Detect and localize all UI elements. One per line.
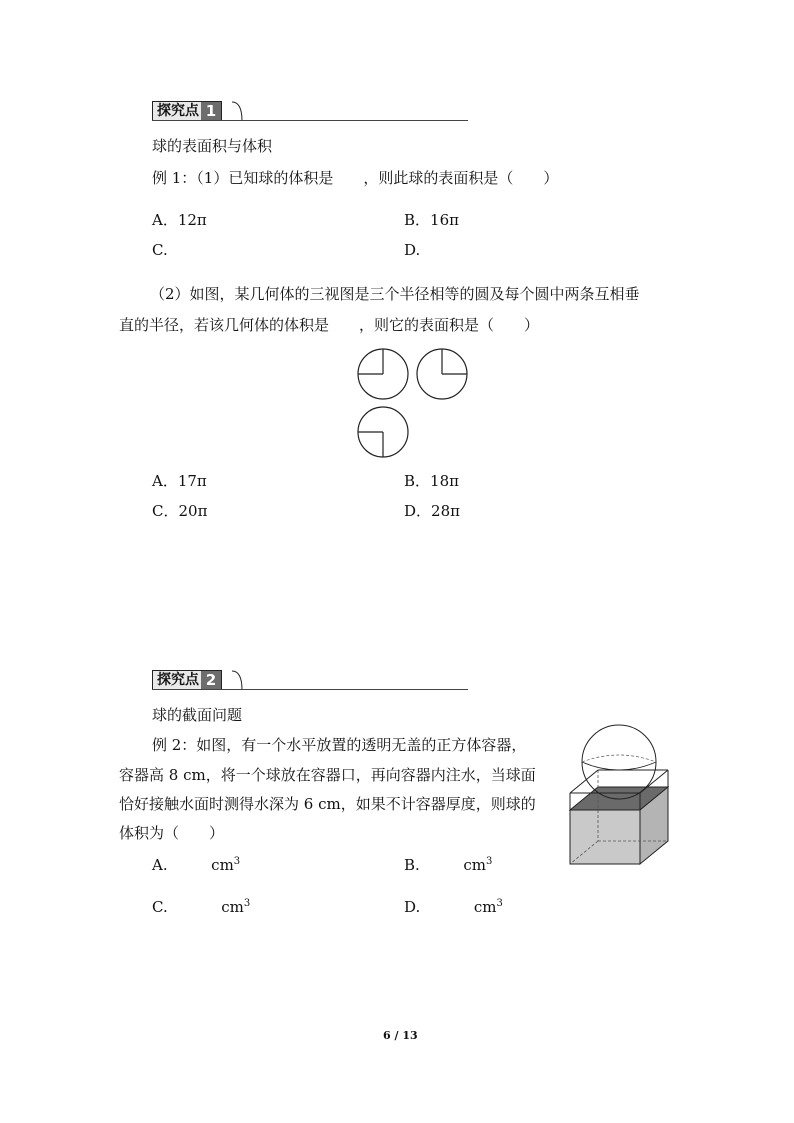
example2-line3: 恰好接触水面时测得水深为 6 cm，如果不计容器厚度，则球的 bbox=[119, 795, 536, 813]
three-view-figure bbox=[356, 346, 470, 460]
section2-badge bbox=[152, 670, 222, 690]
page-number: 6 / 13 bbox=[383, 1029, 418, 1042]
section2-badge-number: 2 bbox=[201, 670, 222, 690]
example2-line4: 体积为（ ） bbox=[119, 824, 225, 842]
section2-badge-label: 探究点 bbox=[152, 670, 201, 690]
example2-option-d bbox=[404, 898, 503, 916]
example2-option-c-letter: C. bbox=[152, 898, 168, 916]
section1-title: 球的表面积与体积 bbox=[152, 137, 273, 155]
example1-part2-option-c: C．20π bbox=[152, 502, 208, 520]
example1-part2-option-b: B．18π bbox=[404, 472, 459, 490]
example2-option-b-unit: cm bbox=[463, 856, 486, 874]
example1-part2-option-a: A．17π bbox=[152, 472, 207, 490]
example2-option-d-exponent: 3 bbox=[496, 898, 503, 909]
example2-option-d-letter: D. bbox=[404, 898, 421, 916]
example2-option-c-unit: cm bbox=[221, 898, 244, 916]
section1-badge bbox=[152, 101, 222, 121]
example2-option-b-exponent: 3 bbox=[485, 856, 493, 867]
example1-option-d: D. bbox=[404, 241, 421, 259]
example1-stem: 例 1：（1）已知球的体积是 ，则此球的表面积是（ ） bbox=[152, 169, 559, 187]
example2-option-c-exponent: 3 bbox=[243, 898, 251, 909]
example2-option-d-unit: cm bbox=[473, 898, 497, 916]
example2-line2: 容器高 8 cm，将一个球放在容器口，再向容器内注水，当球面 bbox=[119, 766, 536, 784]
example2-option-a bbox=[152, 856, 240, 874]
example2-option-b bbox=[404, 856, 492, 874]
example1-option-b: B．16π bbox=[404, 211, 459, 229]
section2-title: 球的截面问题 bbox=[152, 706, 243, 724]
cube-sphere-figure bbox=[564, 716, 674, 868]
front-view-circle bbox=[358, 349, 408, 399]
example1-option-c: C. bbox=[152, 241, 168, 259]
section1-badge-number: 1 bbox=[201, 101, 222, 121]
example2-option-c bbox=[152, 898, 250, 916]
example2-option-a-letter: A. bbox=[152, 856, 168, 874]
example2-option-a-exponent: 3 bbox=[233, 856, 241, 867]
section1-badge-label: 探究点 bbox=[152, 101, 201, 121]
top-view-circle bbox=[358, 407, 408, 457]
example1-option-a: A．12π bbox=[152, 211, 207, 229]
example1-part2-option-d: D．28π bbox=[404, 502, 460, 520]
example1-part2-line1: （2）如图，某几何体的三视图是三个半径相等的圆及每个圆中两条互相垂 bbox=[150, 285, 640, 303]
section1-divider bbox=[152, 120, 468, 121]
section2-divider bbox=[152, 689, 468, 690]
example1-part2-line2: 直的半径，若该几何体的体积是 ，则它的表面积是（ ） bbox=[119, 316, 540, 334]
side-view-circle bbox=[417, 349, 467, 399]
example2-option-a-unit: cm bbox=[211, 856, 234, 874]
example2-option-b-letter: B. bbox=[404, 856, 420, 874]
example2-line1: 例 2：如图，有一个水平放置的透明无盖的正方体容器， bbox=[152, 736, 527, 754]
